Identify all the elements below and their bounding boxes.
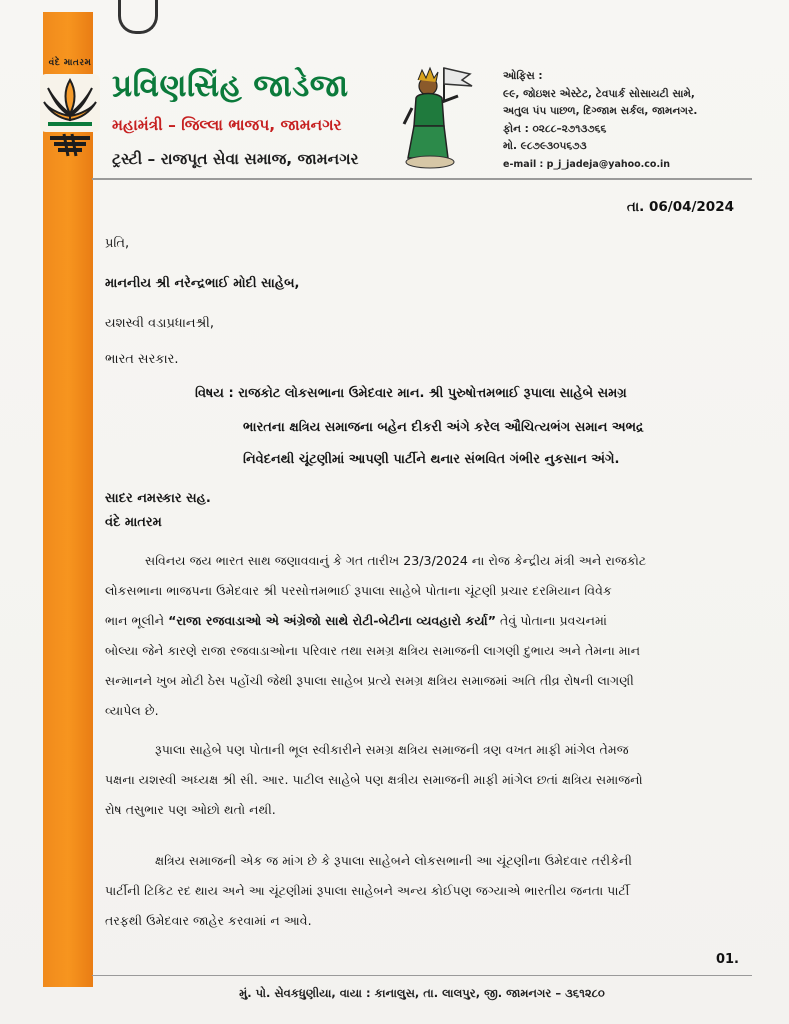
footer-address: મું. પો. સેવકધુણીયા, વાયા : કાનાલુસ, તા. લાલપુર, જી. જામનગર – ૩૬૧૨૮૦ [239,986,605,1000]
subject-line2: ભારતના ક્ષત્રિય સમાજના બહેન દીકરી અંગે કરેલ ઔચિત્યભંગ સમાન અભદ્ર [243,420,644,435]
designation-trust: ટ્રસ્ટી – રાજપૂત સેવા સમાજ, જામનગર [112,150,359,168]
emblem-text: વંદે માતરમ [48,58,92,68]
binder-clip [118,0,158,34]
body-p1-line4: બોલ્યા જેને કારણે રાજા રજવાડાઓના પરિવાર તથા સમગ્ર ક્ષત્રિય સમાજની લાગણી દુભાય અને તેમના માન [105,643,641,658]
office-label: ઓફિસ : [503,70,543,82]
subject-line3: નિવેદનથી ચૂંટણીમાં આપણી પાર્ટીને થનાર સંભવિત ગંભીર નુકસાન અંગે. [243,452,620,467]
designation-party: મહામંત્રી – જિલ્લા ભાજપ, જામનગર [112,116,342,134]
letter-date: તા. 06/04/2024 [626,199,734,215]
body-p1-quote: “રાજા રજવાડાઓ એ અંગ્રેજો સાથે રોટી-બેટીના વ્યવહારો કર્યા” [168,613,497,628]
body-p2-line2: પક્ષના યશસ્વી અધ્યક્ષ શ્રી સી. આર. પાટીલ સાહેબે પણ ક્ષત્રીય સમાજની માફી માંગેલ છતાં ક્ષત્રિય સમાજનો [105,772,643,787]
recipient-prati: પ્રતિ, [105,236,130,251]
body-p2-line3: રોષ તસુભાર પણ ઓછો થતો નથી. [105,802,276,817]
recipient-title: યશસ્વી વડાપ્રધાનશ્રી, [105,316,215,331]
recipient-org: ભારત સરકાર. [105,352,179,367]
body-p1-line1: સવિનય જય ભારત સાથ જણાવવાનું કે ગત તારીખ 23/3/2024 ના રોજ કેન્દ્રીય મંત્રી અને રાજકોટ [145,553,647,568]
footer-divider [92,975,752,976]
office-phone: ફોન : ૦૨૮૮–૨૭૧૩૭૬૬ [503,122,607,135]
office-address-block [503,68,738,173]
body-p3-line3: તરફથી ઉમેદવાર જાહેર કરવામાં ન આવે. [105,913,312,928]
greeting-line2: વંદે માતરમ [105,515,162,530]
office-email: e-mail : p_j_jadeja@yahoo.co.in [503,158,671,170]
body-p2-line1: રૂપાલા સાહેબે પણ પોતાની ભૂલ સ્વીકારીને સમગ્ર ક્ષત્રિય સમાજની ત્રણ વખત માફી માંગેલ તેમજ [155,742,629,757]
office-address-line2: અતુલ પંપ પાછળ, દિગ્જામ સર્કલ, જામનગર. [503,105,698,117]
body-p1-line3-start: ભાન ભૂલીને [105,613,165,628]
body-p3-line2: પાર્ટીની ટિકિટ રદ થાય અને આ ચૂંટણીમાં રૂપાલા સાહેબને અન્ય કોઈપણ જગ્યાએ ભારતીય જનતા પાર્ટી [105,883,630,898]
bjp-emblem [30,58,110,173]
goddess-figure-icon [400,62,480,172]
header-divider [92,178,752,180]
page-number: 01. [715,952,739,967]
subject-line1: વિષય : રાજકોટ લોકસભાના ઉમેદવાર માન. શ્રી પુરુષોત્તમભાઈ રૂપાલા સાહેબે સમગ્ર [195,386,627,401]
body-p1-line5: સન્માનને ખુબ મોટી ઠેસ પહોંચી જેથી રૂપાલા સાહેબ પ્રત્યે સમગ્ર ક્ષત્રિય સમાજમાં અતિ તીવ્ર રોષની લાગણી [105,673,634,688]
body-p3-line1: ક્ષત્રિય સમાજની એક જ માંગ છે કે રૂપાલા સાહેબને લોકસભાની આ ચૂંટણીના ઉમેદવાર તરીકેની [155,853,632,868]
recipient-name: માનનીય શ્રી નરેન્દ્રભાઈ મોદી સાહેબ, [105,276,300,291]
office-mobile: મો. ૯૮૭૯૩૦૫૬૭૩ [503,140,587,152]
body-p1-line2: લોકસભાના ભાજપના ઉમેદવાર શ્રી પરસોત્તમભાઈ રૂપાલા સાહેબે પોતાના ચૂંટણી પ્રચાર દરમિયાન વિવેક [105,583,612,598]
body-p1-line3-end: તેવું પોતાના પ્રવચનમાં [500,613,607,628]
lotus-icon [34,72,106,167]
office-address-line1: ૯૯, જોઇશર એસ્ટેટ, ટેવપાર્ક સોસાયટી સામે, [503,87,695,100]
body-p1-line3 [105,613,735,629]
greeting-line1: સાદર નમસ્કાર સહ. [105,491,211,506]
letterhead-name: પ્રવિણસિંહ જાડેજા [112,68,349,104]
body-p1-line6: વ્યાપેલ છે. [105,703,159,718]
